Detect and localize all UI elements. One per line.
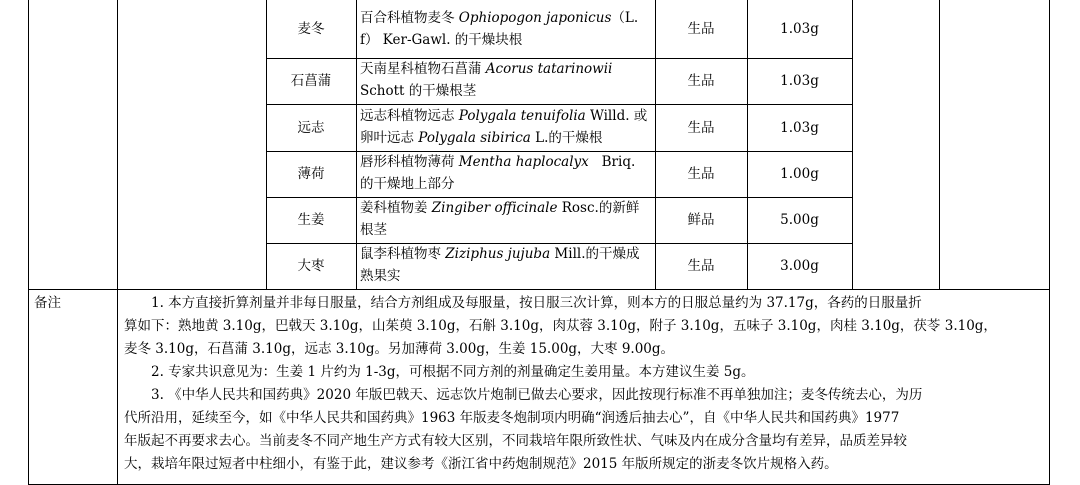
remark-line: 算如下：熟地黄 3.10g，巴戟天 3.10g，山茱萸 3.10g，石斛 3.10g，肉苁蓉 3.10g，附子 3.10g，五味子 3.10g，肉桂 3.10g，茯苓 3.10g， [124,318,997,334]
herb-dose: 3.00g [780,258,819,274]
herb-form: 生品 [687,166,715,182]
remark-line: 3. 《中华人民共和国药典》2020 年版巴戟天、远志饮片炮制已做去心要求，因此按现行标准不再单独加注；麦冬传统去心，为历 [124,387,923,403]
herb-source: 天南星科植物石菖蒲 Acorus tatarinowii Schott 的干燥根茎 [360,61,613,99]
herb-source: 百合科植物麦冬 Ophiopogon japonicus（L. f） Ker-Gawl. 的干燥块根 [360,10,639,48]
table-border-right [1049,0,1050,485]
herb-dose: 1.03g [780,119,819,136]
herb-form: 生品 [687,21,715,37]
herb-dose: 1.03g [780,73,819,89]
remark-line: 年版起不再要求去心。当前麦冬不同产地生产方式有较大区别，不同栽培年限所致性状、气味及内在成分含量均有差异，品质差异较 [124,433,907,449]
table-border-left [28,0,29,485]
herb-dose: 1.00g [780,166,819,182]
table-border [117,0,118,289]
herb-name: 薄荷 [297,166,325,182]
remarks-label: 备注 [34,295,61,311]
table-border [117,289,118,485]
herb-source: 唇形科植物薄荷 Mentha haplocalyx Briq. 的干燥地上部分 [360,154,640,192]
herb-form: 生品 [687,119,715,136]
herb-source: 远志科植物远志 Polygala tenuifolia Willd. 或卵叶远志 Polygala sibirica L.的干燥根 [360,108,648,146]
herb-name: 远志 [297,119,325,136]
herb-source: 鼠李科植物枣 Ziziphus jujuba Mill.的干燥成熟果实 [360,246,640,284]
herb-dose: 5.00g [780,212,819,228]
remark-line: 2. 专家共识意见为：生姜 1 片约为 1-3g，可根据不同方剂的剂量确定生姜用量。本方建议生姜 5g。 [124,364,755,380]
herb-name: 石菖蒲 [290,73,332,89]
table-border [939,0,940,289]
table-border [852,0,853,289]
herb-form: 生品 [687,73,715,89]
herb-name: 大枣 [297,258,325,274]
remark-line: 大，栽培年限过短者中柱细小，有鉴于此，建议参考《浙江省中药炮制规范》2015 年版所规定的浙麦冬饮片规格入药。 [124,456,838,472]
herb-dose: 1.03g [780,21,819,37]
herb-source: 姜科植物姜 Zingiber officinale Rosc.的新鲜根茎 [360,200,640,238]
remark-line: 代所沿用，延续至今，如《中华人民共和国药典》1963 年版麦冬炮制项内明确“润透后抽去心”，自《中华人民共和国药典》1977 [124,410,900,426]
herb-name: 生姜 [297,212,325,228]
herb-name: 麦冬 [297,21,325,37]
table-divider [28,289,1050,290]
herb-form: 鲜品 [687,212,715,228]
remark-line: 麦冬 3.10g，石菖蒲 3.10g，远志 3.10g。另加薄荷 3.00g，生姜 15.00g，大枣 9.00g。 [124,341,675,357]
remark-line: 1. 本方直接折算剂量并非每日服量，结合方剂组成及每服量，按日服三次计算，则本方的日服总量约为 37.17g，各药的日服量折 [124,295,922,311]
herb-form: 生品 [687,258,715,274]
